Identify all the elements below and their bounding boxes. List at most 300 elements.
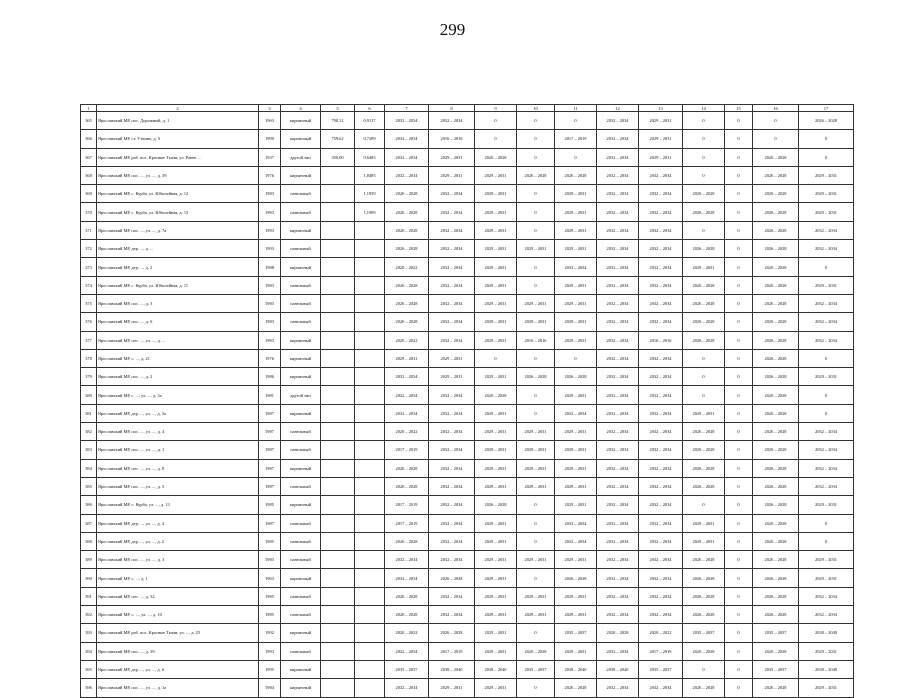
table-cell: 2026 – 2028 <box>753 551 799 569</box>
table-cell: 0,9117 <box>355 112 385 130</box>
table-cell: 2029 – 2031 <box>555 587 597 605</box>
table-cell: 0 <box>753 112 799 130</box>
table-cell <box>321 386 355 404</box>
address-cell: Ярославский МР, пос. ..., д. 2 <box>97 368 259 386</box>
table-cell: кирпичный <box>281 368 321 386</box>
table-cell: 2032 – 2034 <box>639 368 683 386</box>
address-cell: Ярославский МР, ст. Уткино, д. 5 <box>97 130 259 148</box>
table-cell: 2032 – 2034 <box>799 221 854 239</box>
table-cell: 0 <box>725 587 753 605</box>
column-number-cell: 3 <box>259 105 281 112</box>
table-cell: 2032 – 2034 <box>429 203 475 221</box>
table-cell: 2032 – 2034 <box>597 551 639 569</box>
table-cell: 2029 – 2031 <box>799 166 854 184</box>
column-number-cell: 5 <box>321 105 355 112</box>
table-cell: 2032 – 2034 <box>597 532 639 550</box>
table-cell: 2017 – 2019 <box>429 642 475 660</box>
table-cell: 2029 – 2031 <box>475 514 517 532</box>
table-cell: 2026 – 2028 <box>385 606 429 624</box>
table-row <box>81 221 854 239</box>
table-cell: 2032 – 2034 <box>799 606 854 624</box>
address-cell: Ярославский МР, дер. ..., ул. ..., д. 6 <box>97 660 259 678</box>
table-cell: 2032 – 2034 <box>597 496 639 514</box>
table-cell: 2029 – 2031 <box>517 441 555 459</box>
table-cell: 2032 – 2034 <box>429 441 475 459</box>
table-cell: 0 <box>725 112 753 130</box>
table-cell <box>355 423 385 441</box>
table-cell: 2029 – 2031 <box>799 203 854 221</box>
table-cell: панельный <box>281 587 321 605</box>
table-cell: 2029 – 2031 <box>475 441 517 459</box>
table-cell: 0 <box>725 203 753 221</box>
row-number-cell: 365 <box>81 112 97 130</box>
table-cell: 2029 – 2031 <box>683 514 725 532</box>
table-cell: 0 <box>555 349 597 367</box>
table-cell: 0 <box>725 477 753 495</box>
table-cell: 2032 – 2034 <box>639 240 683 258</box>
table-cell <box>321 294 355 312</box>
table-cell: 2020 – 2022 <box>385 258 429 276</box>
table-cell: 2032 – 2034 <box>639 459 683 477</box>
address-cell: Ярославский МР, с. ..., ул. ..., д. 3а <box>97 386 259 404</box>
table-cell: 2032 – 2034 <box>799 477 854 495</box>
table-cell: 0 <box>725 606 753 624</box>
table-cell: другой тип <box>281 386 321 404</box>
table-cell: 2026 – 2028 <box>753 294 799 312</box>
table-cell: 2029 – 2031 <box>555 551 597 569</box>
address-cell: Ярославский МР, пос. ..., ул. ..., д. 1 <box>97 441 259 459</box>
table-cell: 0,6483 <box>355 148 385 166</box>
table-cell: 2029 – 2031 <box>799 679 854 697</box>
table-cell: 2029 – 2031 <box>799 368 854 386</box>
table-cell: 0 <box>517 276 555 294</box>
table-cell: 2026 – 2028 <box>753 386 799 404</box>
table-cell: 2038 – 2040 <box>597 660 639 678</box>
table-cell: кирпичный <box>281 679 321 697</box>
table-cell: 0 <box>683 221 725 239</box>
row-number-cell: 391 <box>81 587 97 605</box>
table-cell: 2026 – 2028 <box>683 294 725 312</box>
table-cell: 2032 – 2034 <box>597 459 639 477</box>
table-cell: 2016 – 2016 <box>517 331 555 349</box>
table-cell: 2029 – 2031 <box>429 148 475 166</box>
table-cell: 2026 – 2028 <box>753 532 799 550</box>
row-number-cell: 379 <box>81 368 97 386</box>
table-cell: панельный <box>281 441 321 459</box>
table-cell <box>321 606 355 624</box>
table-row <box>81 331 854 349</box>
table-cell: 2032 – 2034 <box>597 404 639 422</box>
table-cell: 2016 – 2016 <box>429 130 475 148</box>
table-cell: 2032 – 2034 <box>597 313 639 331</box>
table-cell: 0 <box>753 130 799 148</box>
table-cell: 1937 <box>259 148 281 166</box>
table-cell: 2032 – 2034 <box>597 148 639 166</box>
table-cell: 2026 – 2028 <box>753 441 799 459</box>
table-cell <box>355 331 385 349</box>
table-cell: 0 <box>517 130 555 148</box>
table-cell <box>321 331 355 349</box>
table-cell <box>321 423 355 441</box>
table-cell: 2032 – 2034 <box>429 112 475 130</box>
table-cell: 1,1909 <box>355 203 385 221</box>
table-cell: 0 <box>725 496 753 514</box>
table-cell <box>321 624 355 642</box>
table-row <box>81 514 854 532</box>
table-cell: 0 <box>517 112 555 130</box>
table-cell: 0 <box>683 368 725 386</box>
table-cell: 2035 – 2037 <box>753 660 799 678</box>
table-cell: 2029 – 2031 <box>555 203 597 221</box>
table-cell: 2026 – 2028 <box>753 240 799 258</box>
table-cell <box>355 276 385 294</box>
table-cell: 2032 – 2034 <box>799 587 854 605</box>
table-cell: 2032 – 2034 <box>639 404 683 422</box>
column-number-cell: 16 <box>753 105 799 112</box>
table-cell: 2026 – 2028 <box>475 148 517 166</box>
table-cell: 2032 – 2034 <box>639 185 683 203</box>
table-cell: 2029 – 2031 <box>475 532 517 550</box>
row-number-cell: 395 <box>81 660 97 678</box>
table-cell: 2029 – 2031 <box>517 294 555 312</box>
address-cell: Ярославский МР, пос. Дорожный, д. 1 <box>97 112 259 130</box>
table-cell: 1983 <box>259 185 281 203</box>
table-cell: 2032 – 2034 <box>799 459 854 477</box>
table-cell: панельный <box>281 423 321 441</box>
table-cell: 2029 – 2031 <box>683 404 725 422</box>
table-cell: 1993 <box>259 642 281 660</box>
row-number-cell: 393 <box>81 624 97 642</box>
table-row <box>81 569 854 587</box>
table-cell: 2032 – 2034 <box>639 258 683 276</box>
table-cell: панельный <box>281 276 321 294</box>
table-cell: 0 <box>475 130 517 148</box>
column-number-header-row <box>81 105 854 112</box>
table-cell: 1,8485 <box>355 166 385 184</box>
table-cell: 2026 – 2028 <box>429 569 475 587</box>
table-cell: 0 <box>517 258 555 276</box>
table-cell: 1987 <box>259 514 281 532</box>
table-cell: панельный <box>281 240 321 258</box>
table-cell: 2029 – 2031 <box>517 587 555 605</box>
table-cell: 2026 – 2028 <box>555 166 597 184</box>
table-cell: 0 <box>683 112 725 130</box>
table-cell: 2032 – 2034 <box>429 331 475 349</box>
table-cell: 0 <box>517 221 555 239</box>
table-cell: 2029 – 2031 <box>475 331 517 349</box>
table-cell <box>355 679 385 697</box>
table-cell: панельный <box>281 477 321 495</box>
table-cell: кирпичный <box>281 258 321 276</box>
table-cell: панельный <box>281 294 321 312</box>
table-cell: 2032 – 2034 <box>597 477 639 495</box>
table-cell: 2032 – 2034 <box>429 606 475 624</box>
table-cell: 2026 – 2028 <box>799 112 854 130</box>
table-cell: 0 <box>725 240 753 258</box>
row-number-cell: 386 <box>81 496 97 514</box>
table-cell: 2026 – 2028 <box>753 349 799 367</box>
table-cell: 0 <box>517 624 555 642</box>
table-cell: панельный <box>281 642 321 660</box>
table-cell: 2038 – 2040 <box>799 660 854 678</box>
address-cell: Ярославский МР, дер. ..., ул. ..., д. 3а <box>97 404 259 422</box>
table-cell: 2035 – 2037 <box>385 660 429 678</box>
table-cell: 2026 – 2028 <box>555 679 597 697</box>
table-row <box>81 294 854 312</box>
table-cell: 0 <box>517 532 555 550</box>
table-cell <box>321 276 355 294</box>
column-number-cell: 8 <box>429 105 475 112</box>
row-number-cell: 370 <box>81 203 97 221</box>
table-cell: 2026 – 2028 <box>753 642 799 660</box>
address-cell: Ярославский МР, с. Курба, ул. Юбилейная, д. 11 <box>97 276 259 294</box>
table-cell: 2032 – 2034 <box>429 477 475 495</box>
table-cell <box>355 551 385 569</box>
table-cell: 2035 – 2037 <box>753 624 799 642</box>
table-cell: 2032 – 2034 <box>385 551 429 569</box>
table-cell: 0 <box>517 496 555 514</box>
table-cell: 0 <box>725 368 753 386</box>
table-cell: 1995 <box>259 660 281 678</box>
table-cell: 2026 – 2028 <box>683 185 725 203</box>
table-cell: 2029 – 2031 <box>475 477 517 495</box>
table-cell: 0 <box>799 386 854 404</box>
table-cell: 2032 – 2034 <box>385 679 429 697</box>
table-cell: 2029 – 2031 <box>639 148 683 166</box>
table-cell: 2032 – 2034 <box>597 294 639 312</box>
table-cell: 2026 – 2028 <box>753 606 799 624</box>
table-cell: 0 <box>725 514 753 532</box>
table-cell: 2026 – 2028 <box>753 221 799 239</box>
table-cell: 2026 – 2028 <box>385 313 429 331</box>
table-cell: 2026 – 2028 <box>517 166 555 184</box>
table-cell: 2032 – 2034 <box>597 240 639 258</box>
table-cell: 0 <box>725 331 753 349</box>
table-cell: 0 <box>683 386 725 404</box>
table-cell: 2029 – 2031 <box>799 276 854 294</box>
column-number-cell: 6 <box>355 105 385 112</box>
table-cell: 2032 – 2034 <box>639 313 683 331</box>
table-row <box>81 459 854 477</box>
table-cell: 0 <box>683 660 725 678</box>
table-cell: 1983 <box>259 203 281 221</box>
table-cell: 1987 <box>259 423 281 441</box>
table-cell <box>321 587 355 605</box>
table-cell: 2026 – 2028 <box>683 459 725 477</box>
table-cell: 2026 – 2028 <box>753 679 799 697</box>
row-number-cell: 375 <box>81 294 97 312</box>
table-cell: 2032 – 2034 <box>639 569 683 587</box>
table-cell: 2032 – 2034 <box>597 368 639 386</box>
table-cell: 2029 – 2031 <box>683 532 725 550</box>
table-cell: 2026 – 2028 <box>683 313 725 331</box>
table-row <box>81 551 854 569</box>
table-cell <box>321 404 355 422</box>
table-cell: 2029 – 2031 <box>429 349 475 367</box>
table-row <box>81 185 854 203</box>
table-cell: 2029 – 2031 <box>799 496 854 514</box>
row-number-cell: 374 <box>81 276 97 294</box>
table-cell: 2026 – 2028 <box>683 423 725 441</box>
table-cell: 0,7289 <box>355 130 385 148</box>
table-cell <box>321 166 355 184</box>
table-cell: 2038 – 2040 <box>555 660 597 678</box>
table-row <box>81 112 854 130</box>
table-cell: 1985 <box>259 606 281 624</box>
table-cell: 2032 – 2034 <box>639 221 683 239</box>
address-cell: Ярославский МР, пос. ..., д. 39 <box>97 642 259 660</box>
table-cell <box>321 642 355 660</box>
page-number: 299 <box>439 20 466 39</box>
table-cell: 2026 – 2028 <box>385 532 429 550</box>
table-cell: 1976 <box>259 349 281 367</box>
table-cell: 0 <box>725 459 753 477</box>
table-cell: 2032 – 2034 <box>639 496 683 514</box>
row-number-cell: 384 <box>81 459 97 477</box>
table-cell: 1993 <box>259 240 281 258</box>
table-cell: 0 <box>725 551 753 569</box>
column-number-cell: 14 <box>683 105 725 112</box>
table-cell: 2017 – 2019 <box>555 130 597 148</box>
table-cell: 2032 – 2034 <box>597 112 639 130</box>
table-cell: 2026 – 2028 <box>683 551 725 569</box>
table-cell <box>355 514 385 532</box>
address-cell: Ярославский МР, с. ..., д. 1 <box>97 569 259 587</box>
table-cell: 2032 – 2034 <box>597 569 639 587</box>
table-cell <box>355 660 385 678</box>
table-cell: 2026 – 2028 <box>385 276 429 294</box>
table-cell: кирпичный <box>281 349 321 367</box>
table-cell: 2026 – 2028 <box>517 368 555 386</box>
table-cell: 0 <box>683 349 725 367</box>
table-cell: 2029 – 2031 <box>475 203 517 221</box>
table-cell: 2032 – 2034 <box>597 203 639 221</box>
table-cell: 2038 – 2040 <box>429 660 475 678</box>
table-cell: 2026 – 2028 <box>517 642 555 660</box>
table-cell: 2032 – 2034 <box>385 569 429 587</box>
table-cell: 2032 – 2034 <box>597 258 639 276</box>
table-cell <box>321 368 355 386</box>
address-cell: Ярославский МР, пос. ..., д. 32 <box>97 587 259 605</box>
table-cell: 2020 – 2022 <box>385 624 429 642</box>
table-cell: 2026 – 2028 <box>385 185 429 203</box>
table-cell: 1990 <box>259 130 281 148</box>
row-number-cell: 388 <box>81 532 97 550</box>
table-cell: кирпичный <box>281 459 321 477</box>
table-cell: 2029 – 2031 <box>555 276 597 294</box>
address-cell: Ярославский МР, с. ..., ул. ..., д. 10 <box>97 606 259 624</box>
table-cell: 2029 – 2031 <box>517 477 555 495</box>
table-cell: 2016 – 2016 <box>639 331 683 349</box>
table-cell: 2032 – 2034 <box>799 331 854 349</box>
table-cell: 2029 – 2031 <box>555 386 597 404</box>
table-cell: 2029 – 2031 <box>555 185 597 203</box>
table-row <box>81 148 854 166</box>
table-cell: 350,00 <box>321 148 355 166</box>
table-cell: 2029 – 2031 <box>555 313 597 331</box>
table-cell <box>355 642 385 660</box>
row-number-cell: 389 <box>81 551 97 569</box>
table-cell: 1983 <box>259 331 281 349</box>
table-cell: 2017 – 2019 <box>639 642 683 660</box>
table-row <box>81 166 854 184</box>
row-number-cell: 376 <box>81 313 97 331</box>
table-cell: 2035 – 2037 <box>555 624 597 642</box>
table-cell: 2026 – 2028 <box>683 642 725 660</box>
row-number-cell: 382 <box>81 423 97 441</box>
table-cell: 2032 – 2034 <box>429 240 475 258</box>
table-cell: 2032 – 2034 <box>429 551 475 569</box>
table-cell: 2029 – 2031 <box>517 423 555 441</box>
row-number-cell: 373 <box>81 258 97 276</box>
table-cell: 0 <box>725 386 753 404</box>
address-cell: Ярославский МР, пос. ..., д. 3 <box>97 294 259 312</box>
address-cell: Ярославский МР, пос. ..., ул. ..., д. 3 <box>97 551 259 569</box>
table-cell: 2026 – 2028 <box>429 624 475 642</box>
table-cell: 2032 – 2034 <box>639 587 683 605</box>
table-cell: 1985 <box>259 496 281 514</box>
table-cell: 2029 – 2031 <box>475 276 517 294</box>
table-cell: 0 <box>725 441 753 459</box>
column-number-cell: 9 <box>475 105 517 112</box>
column-number-cell: 12 <box>597 105 639 112</box>
row-number-cell: 387 <box>81 514 97 532</box>
address-cell: Ярославский МР, дер. ..., д. ... <box>97 240 259 258</box>
table-cell: 2029 – 2031 <box>639 112 683 130</box>
table-cell: 2032 – 2034 <box>429 276 475 294</box>
table-cell <box>355 386 385 404</box>
table-row <box>81 441 854 459</box>
table-cell: другой тип <box>281 148 321 166</box>
table-cell: 2032 – 2034 <box>799 423 854 441</box>
table-cell: 0 <box>555 112 597 130</box>
table-cell: панельный <box>281 203 321 221</box>
table-cell: 2032 – 2034 <box>597 166 639 184</box>
column-number-cell: 10 <box>517 105 555 112</box>
table-row <box>81 404 854 422</box>
table-cell: 2029 – 2031 <box>475 423 517 441</box>
table-row <box>81 679 854 697</box>
table-cell: кирпичный <box>281 660 321 678</box>
table-cell: 2029 – 2031 <box>475 294 517 312</box>
table-cell <box>321 514 355 532</box>
address-cell: Ярославский МР, с. Курба, ул. Юбилейная, д. 13 <box>97 203 259 221</box>
table-cell: 0 <box>517 514 555 532</box>
table-cell: 2029 – 2031 <box>475 679 517 697</box>
table-cell: 2026 – 2028 <box>683 477 725 495</box>
address-cell: Ярославский МР, раб. пос. Красные Ткачи, ул. ..., д. 25 <box>97 624 259 642</box>
table-cell <box>321 660 355 678</box>
table-cell: 2032 – 2034 <box>639 294 683 312</box>
column-number-cell: 1 <box>81 105 97 112</box>
table-cell: 2029 – 2031 <box>475 624 517 642</box>
row-number-cell: 377 <box>81 331 97 349</box>
table-cell: кирпичный <box>281 569 321 587</box>
table-cell: 2032 – 2034 <box>799 240 854 258</box>
table-cell: 0 <box>799 258 854 276</box>
address-cell: Ярославский МР, дер. ..., ул. ..., д. 2 <box>97 532 259 550</box>
table-cell: 2026 – 2028 <box>753 368 799 386</box>
table-cell: 2026 – 2028 <box>597 624 639 642</box>
table-cell: 0 <box>555 148 597 166</box>
table-cell: 2026 – 2028 <box>753 514 799 532</box>
table-cell: 1981 <box>259 386 281 404</box>
table-cell: 2032 – 2034 <box>639 477 683 495</box>
table-cell <box>355 404 385 422</box>
table-row <box>81 587 854 605</box>
table-cell: 2032 – 2034 <box>597 185 639 203</box>
table-cell: 2032 – 2034 <box>597 130 639 148</box>
